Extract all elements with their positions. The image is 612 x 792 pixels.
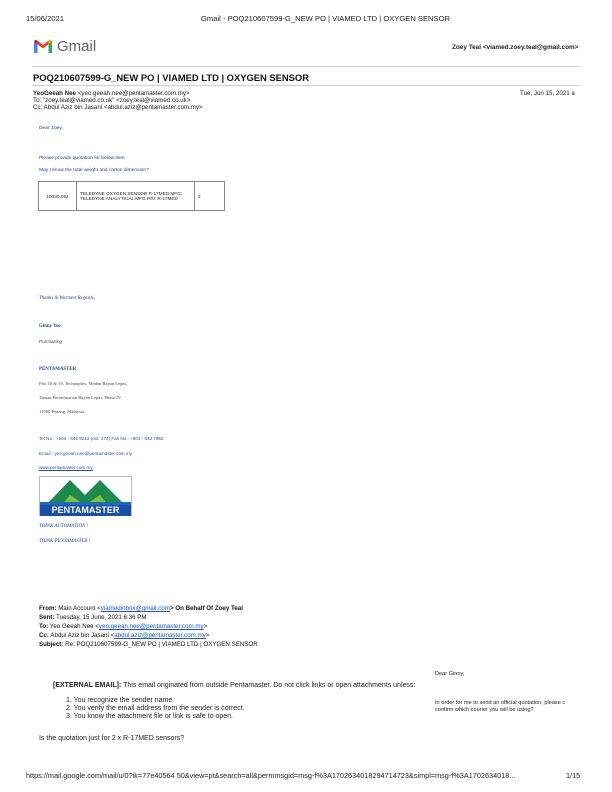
fwd-from-email[interactable]: viamedinbox@gmail.com — [100, 605, 170, 612]
external-question: Is the quotation just for 2 x R-17MED sensors? — [39, 735, 185, 742]
item-desc-line1: TELEDYNE OXYGEN SENSOR R-17MED MFG: — [80, 191, 183, 196]
fwd-from-suffix: > On Behalf Of Zoey Teal — [169, 605, 243, 612]
sig-address2: Taman Perindustrian Bayan Lepas, Phase IV, — [39, 395, 122, 400]
email-to: To: "zoey.teal@viamed.co.uk" <zoey.teal@viamed.co.uk> — [33, 97, 191, 104]
fwd-cc-email[interactable]: abdul.aziz@pentamaster.com.my — [114, 632, 206, 639]
sender-line — [33, 90, 190, 97]
external-label: [EXTERNAL EMAIL]: — [53, 682, 122, 689]
body-greeting: Dear Zoey, — [39, 126, 63, 131]
fwd-to-email[interactable]: yeo.geeah.nee@pentamaster.com.my — [98, 623, 204, 630]
sig-role: Purchasing — [39, 339, 62, 344]
sig-tagline1: THINK AUTOMATION ! — [39, 524, 89, 529]
fwd-to-label: To: — [39, 623, 49, 630]
fwd-sent — [39, 614, 147, 621]
print-url: https://mail.google.com/mail/u/0?ik=77e40564 50&view=pt&search=all&permmsgid=msg-f%3A1702634018294714723&simpl=msg-f%3A1702634018... — [26, 771, 516, 780]
fwd-sent-label: Sent: — [39, 614, 55, 621]
gmail-logo-text: Gmail — [57, 38, 97, 55]
fwd-to-value: Yeo Geeah Nee < — [49, 623, 99, 630]
item-qty: 2 — [195, 182, 225, 211]
email-cc: Cc: Abdul Aziz bin Jasani <abdul.aziz@pentamaster.com.my> — [33, 104, 203, 111]
item-table — [38, 181, 225, 211]
sig-company: PENTAMASTER — [39, 367, 77, 372]
account-label: Zoey Teal <viamed.zoey.teal@gmail.com> — [452, 44, 579, 51]
header-divider — [32, 66, 580, 67]
subject-divider — [32, 85, 580, 86]
fwd-cc-value: Abdul Aziz bin Jasani < — [50, 632, 115, 639]
sig-address3: 11900 Penang, Malaysia. — [39, 409, 86, 414]
sig-tagline2: THINK PENTAMASTER ! — [39, 539, 91, 544]
print-date: 15/06/2021 — [26, 14, 65, 23]
external-notice — [53, 682, 415, 689]
item-description — [77, 182, 195, 211]
pentamaster-mountain-icon — [40, 477, 131, 505]
external-item-2: 2. You verify the email address from the sender is correct. — [66, 705, 245, 712]
print-title: Gmail - POQ210607599-G_NEW PO | VIAMED LTD | OXYGEN SENSOR — [201, 14, 450, 23]
email-subject: POQ210607599-G_NEW PO | VIAMED LTD | OXYGEN SENSOR — [33, 72, 309, 83]
sig-name: Ginny Yeo — [39, 324, 61, 329]
fwd-cc-label: Cc: — [39, 632, 49, 639]
pentamaster-logo — [39, 476, 132, 516]
print-page: 1/15 — [566, 771, 581, 780]
email-date: Tue, Jun 15, 2021 a — [520, 90, 575, 97]
fwd-from-value: Main Account < — [58, 605, 101, 612]
sig-website[interactable]: www.pentamaster.com.my — [39, 465, 93, 470]
external-text: This email originated from outside Pentamaster. Do not click links or open attachments unless: — [123, 682, 416, 689]
fwd-sent-value: Tuesday, 15 June, 2021 6:36 PM — [56, 614, 147, 621]
item-code: 10030.092 — [39, 182, 77, 211]
fwd-subject-value: Re: POQ210607599-G_NEW PO | VIAMED LTD | OXYGEN SENSOR — [65, 641, 258, 648]
external-item-3: 3. You know the attachment file or link is safe to open. — [66, 713, 233, 720]
fwd-cc: Cc: Abdul Aziz bin Jasani <abdul.aziz@pentamaster.com.my> — [39, 632, 210, 639]
external-item-1: 1. You recognize the sender name. — [66, 697, 175, 704]
sender-email[interactable]: <yeo.geeah.nee@pentamaster.com.my> — [77, 90, 190, 97]
fwd-to: To: Yeo Geeah Nee <yeo.geeah.nee@pentamaster.com.my> — [39, 623, 208, 630]
body-line1: Please provide quotation for below item — [39, 156, 125, 161]
fwd-from-label: From: — [39, 605, 57, 612]
right-line2: confirm which courier you will be using? — [435, 707, 534, 713]
gmail-logo[interactable] — [33, 38, 53, 54]
right-line1: In order for me to send an official quotation, please c — [435, 700, 566, 706]
gmail-m-icon — [33, 38, 53, 54]
sig-address1: Plot 18 & 19, Technoplex, Medan Bayan Lepas, — [39, 381, 128, 386]
pentamaster-logo-text: PENTAMASTER — [40, 505, 131, 516]
table-row — [39, 182, 225, 211]
body-line2: May I know the total weight and carton dimension? — [39, 168, 149, 173]
right-greeting: Dear Ginny, — [435, 671, 465, 677]
sig-closing: Thanks & Warmest Regards, — [39, 296, 95, 301]
sender-name: YeoGeeah Nee — [33, 90, 76, 97]
fwd-subject-label: Subject: — [39, 641, 64, 648]
fwd-from — [39, 605, 243, 612]
item-desc-line2: TELEDYNE ANALYTICAL MFG P/N: R-17MED — [80, 196, 178, 201]
sig-phone: Tel No.: +604 - 646 9212 (ext: 274) Fax No.: +604 - 642 7962 — [39, 436, 164, 441]
sig-email[interactable]: Email : yeo.geeah.nee@pentamaster.com.my — [39, 451, 133, 456]
fwd-subject — [39, 641, 258, 648]
